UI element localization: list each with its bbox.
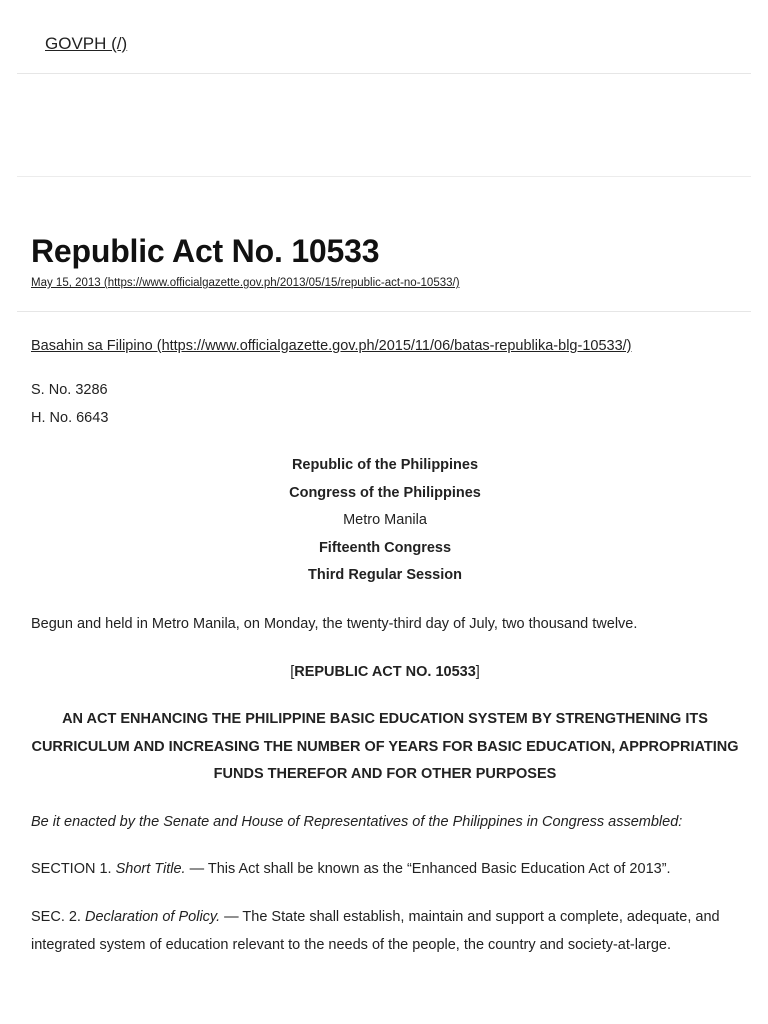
act-number-paragraph	[31, 659, 739, 687]
act-title: AN ACT ENHANCING THE PHILIPPINE BASIC EDUCATION SYSTEM BY STRENGTHENING ITS CURRICULUM AND INCREASING THE NUMBER OF YEARS FOR BASIC EDUCATION, APPROPRIATING FUNDS THEREFOR AND FOR OTHER PURPOSES	[31, 711, 739, 782]
heading-congress: Congress of the Philippines	[289, 484, 481, 501]
heading-congress-number: Fifteenth Congress	[318, 539, 452, 556]
filipino-version-link[interactable]: Basahin sa Filipino (https://www.officialgazette.gov.ph/2015/11/06/batas-republika-blg-10533/)	[31, 338, 632, 354]
act-bracket-close: ]	[475, 664, 480, 680]
section-2-title: Declaration of Policy.	[85, 909, 221, 925]
act-number: REPUBLIC ACT NO. 10533	[294, 664, 476, 680]
act-heading	[31, 452, 739, 590]
section-1-text: — This Act shall be known as the “Enhanced Basic Education Act of 2013”.	[185, 861, 671, 877]
senate-bill-number: S. No. 3286	[31, 382, 108, 398]
heading-session: Third Regular Session	[308, 567, 462, 583]
top-navigation-bar	[17, 0, 751, 74]
heading-city: Metro Manila	[343, 512, 427, 528]
section-2	[31, 904, 739, 959]
govph-home-link[interactable]: GOVPH (/)	[45, 34, 128, 53]
filipino-version-paragraph	[31, 333, 739, 361]
publish-date-link[interactable]: May 15, 2013 (https://www.officialgazette.gov.ph/2013/05/15/republic-act-no-10533/)	[31, 277, 460, 289]
article-header	[17, 177, 751, 312]
section-1-title: Short Title.	[115, 861, 186, 877]
house-bill-number: H. No. 6643	[31, 409, 109, 426]
section-2-text: — The State shall establish, maintain and support a complete, adequate, and integrated system of education relevant to the needs of the people, the country and society-at-large.	[31, 909, 720, 953]
banner-area	[17, 74, 751, 177]
section-2-label: SEC. 2.	[31, 909, 85, 925]
bill-numbers	[31, 377, 739, 432]
page-title: Republic Act No. 10533	[31, 233, 380, 269]
section-1-label: SECTION 1.	[31, 861, 116, 877]
section-1	[31, 856, 739, 884]
begun-paragraph: Begun and held in Metro Manila, on Monday, the twenty-third day of July, two thousand twelve.	[31, 616, 638, 632]
act-bracket-open: [	[290, 664, 295, 680]
enacting-clause: Be it enacted by the Senate and House of Representatives of the Philippines in Congress assembled:	[31, 814, 683, 830]
heading-republic: Republic of the Philippines	[291, 457, 479, 473]
